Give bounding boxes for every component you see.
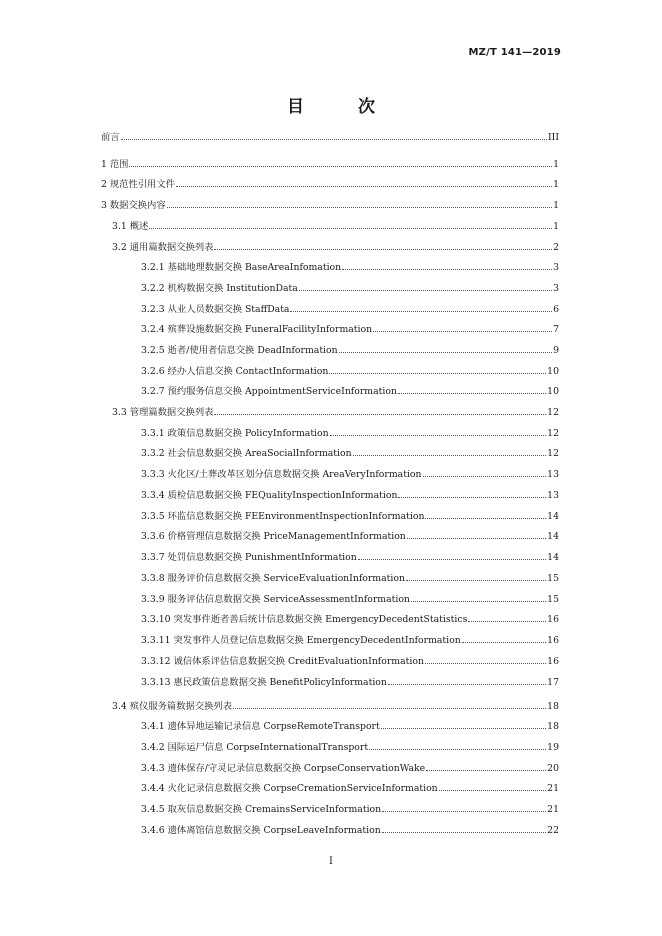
toc-entry[interactable] (112, 240, 559, 254)
toc-entry-page: III (547, 132, 559, 143)
toc-entry[interactable] (141, 802, 559, 816)
toc-entry-page: 12 (547, 407, 559, 418)
toc-entry-page: 15 (547, 594, 559, 605)
toc-entry[interactable] (141, 260, 559, 274)
toc-entry-label: 3.3.3 火化区/土葬改革区划分信息数据交换 AreaVeryInformation (141, 469, 422, 480)
toc-entry-label: 3 数据交换内容 (101, 200, 166, 211)
toc-dot-leader (299, 281, 552, 291)
toc-entry-label: 1 范围 (101, 159, 129, 170)
toc-entry-page: 1 (553, 179, 559, 190)
toc-entry-label: 3.2.2 机构数据交换 InstitutionData (141, 283, 298, 294)
toc-entry-label: 3.3.1 政策信息数据交换 PolicyInformation (141, 428, 329, 439)
toc-dot-leader (439, 781, 546, 791)
toc-entry-label: 3.2.4 殡葬设施数据交换 FuneralFacilityInformation (141, 324, 373, 335)
toc-entry-label: 3.4.1 遗体异地运输记录信息 CorpseRemoteTransport (141, 721, 380, 732)
toc-dot-leader (406, 571, 546, 581)
toc-entry[interactable] (141, 781, 559, 795)
toc-entry[interactable] (141, 633, 559, 647)
toc-dot-leader (369, 740, 546, 750)
toc-entry[interactable] (141, 467, 559, 481)
toc-entry-page: 2 (553, 242, 559, 253)
toc-dot-leader (468, 612, 546, 622)
toc-entry[interactable] (141, 571, 559, 585)
toc-entry-label: 3.2.3 从业人员数据交换 StaffData (141, 304, 290, 315)
toc-dot-leader (339, 343, 552, 353)
toc-entry[interactable] (141, 384, 559, 398)
toc-entry-label: 3.3.11 突发事件人员登记信息数据交换 EmergencyDecedentInformation (141, 635, 461, 646)
toc-entry-label: 2 规范性引用文件 (101, 179, 175, 190)
toc-entry-page: 20 (547, 763, 559, 774)
toc-entry-page: 3 (553, 283, 559, 294)
toc-entry-page: 16 (547, 635, 559, 646)
toc-entry-label: 3.3.12 诚信体系评估信息数据交换 CreditEvaluationInformation (141, 656, 424, 667)
toc-dot-leader (233, 699, 546, 709)
toc-entry[interactable] (101, 198, 559, 212)
toc-entry[interactable] (141, 740, 559, 754)
toc-entry[interactable] (141, 675, 559, 689)
toc-entry-page: 13 (547, 469, 559, 480)
toc-entry-label: 3.3.9 服务评估信息数据交换 ServiceAssessmentInformation (141, 594, 410, 605)
toc-entry-label: 3.2 通用篇数据交换列表 (112, 242, 214, 253)
toc-dot-leader (290, 302, 552, 312)
toc-entry[interactable] (141, 322, 559, 336)
toc-dot-leader (149, 219, 552, 229)
toc-dot-leader (129, 157, 552, 167)
toc-entry[interactable] (101, 177, 559, 191)
toc-entry-page: 9 (553, 345, 559, 356)
toc-dot-leader (423, 467, 547, 477)
toc-dot-leader (382, 802, 546, 812)
toc-dot-leader (176, 177, 552, 187)
toc-entry[interactable] (141, 529, 559, 543)
toc-entry-page: 1 (553, 159, 559, 170)
toc-entry[interactable] (141, 823, 559, 837)
toc-entry-page: 12 (547, 448, 559, 459)
toc-dot-leader (382, 823, 546, 833)
toc-entry[interactable] (141, 488, 559, 502)
toc-entry-label: 3.4.5 取灰信息数据交换 CremainsServiceInformation (141, 804, 382, 815)
toc-entry-page: 10 (547, 386, 559, 397)
toc-entry-page: 14 (547, 511, 559, 522)
toc-entry-label: 3.3.8 服务评价信息数据交换 ServiceEvaluationInformation (141, 573, 405, 584)
toc-dot-leader (330, 426, 547, 436)
toc-entry[interactable] (141, 719, 559, 733)
toc-dot-leader (373, 322, 552, 332)
toc-entry-label: 3.2.6 经办人信息交换 ContactInformation (141, 366, 329, 377)
toc-dot-leader (121, 130, 547, 140)
toc-entry-page: 1 (553, 200, 559, 211)
toc-entry-page: 13 (547, 490, 559, 501)
toc-entry-label: 3.3.13 惠民政策信息数据交换 BenefitPolicyInformation (141, 677, 387, 688)
toc-entry-label: 3.4.3 遗体保存/守灵记录信息数据交换 CorpseConservationWake (141, 763, 426, 774)
toc-dot-leader (462, 633, 546, 643)
toc-entry-label: 3.4.2 国际运尸信息 CorpseInternationalTransport (141, 742, 369, 753)
toc-dot-leader (167, 198, 552, 208)
toc-dot-leader (214, 405, 546, 415)
toc-entry-label: 3.3.10 突发事件逝者善后统计信息数据交换 EmergencyDecedentStatistics (141, 614, 468, 625)
toc-dot-leader (381, 719, 546, 729)
toc-entry-label: 3.1 概述 (112, 221, 149, 232)
toc-dot-leader (353, 446, 547, 456)
toc-entry-label: 3.4.4 火化记录信息数据交换 CorpseCremationServiceInformation (141, 783, 438, 794)
toc-dot-leader (214, 240, 552, 250)
toc-entry-label: 3.3.7 处罚信息数据交换 PunishmentInformation (141, 552, 357, 563)
toc-entry-page: 18 (547, 721, 559, 732)
toc-entry-page: 21 (547, 783, 559, 794)
toc-dot-leader (425, 654, 546, 664)
toc-entry[interactable] (141, 426, 559, 440)
toc-entry-label: 3.2.1 基础地理数据交换 BaseAreaInfomation (141, 262, 342, 273)
toc-entry-page: 3 (553, 262, 559, 273)
toc-entry-page: 14 (547, 552, 559, 563)
toc-dot-leader (407, 529, 546, 539)
toc-entry[interactable] (141, 654, 559, 668)
toc-title: 目 次 (287, 97, 399, 117)
toc-entry-page: 10 (547, 366, 559, 377)
toc-entry-page: 12 (547, 428, 559, 439)
toc-entry-page: 14 (547, 531, 559, 542)
toc-entry[interactable] (141, 592, 559, 606)
toc-entry-page: 15 (547, 573, 559, 584)
footer-page-number: I (329, 856, 333, 867)
toc-entry[interactable] (141, 364, 559, 378)
toc-dot-leader (388, 675, 546, 685)
toc-entry-label: 3.2.7 预约服务信息交换 AppointmentServiceInformation (141, 386, 397, 397)
toc-entry-page: 16 (547, 614, 559, 625)
toc-entry[interactable] (141, 550, 559, 564)
toc-dot-leader (411, 592, 546, 602)
toc-dot-leader (329, 364, 546, 374)
toc-entry[interactable] (101, 157, 559, 171)
toc-entry-page: 22 (547, 825, 559, 836)
toc-entry[interactable] (112, 219, 559, 233)
toc-entry-page: 19 (547, 742, 559, 753)
toc-dot-leader (358, 550, 546, 560)
toc-entry-page: 17 (547, 677, 559, 688)
toc-entry[interactable] (141, 509, 559, 523)
toc-entry-label: 前言 (101, 132, 120, 143)
toc-entry[interactable] (112, 699, 559, 713)
toc-entry-label: 3.3.6 价格管理信息数据交换 PriceManagementInformation (141, 531, 406, 542)
toc-entry[interactable] (141, 761, 559, 775)
toc-entry[interactable] (141, 612, 559, 626)
toc-entry-label: 3.3.5 环监信息数据交换 FEEnvironmentInspectionInformation (141, 511, 425, 522)
toc-entry[interactable] (141, 281, 559, 295)
toc-entry-label: 3.4.6 遗体离馆信息数据交换 CorpseLeaveInformation (141, 825, 381, 836)
standard-code: MZ/T 141—2019 (468, 47, 561, 58)
toc-entry-page: 7 (553, 324, 559, 335)
toc-entry[interactable] (112, 405, 559, 419)
toc-entry-label: 3.2.5 逝者/使用者信息交换 DeadInformation (141, 345, 338, 356)
toc-dot-leader (342, 260, 552, 270)
toc-dot-leader (425, 509, 546, 519)
toc-entry-label: 3.3 管理篇数据交换列表 (112, 407, 214, 418)
toc-entry-page: 6 (553, 304, 559, 315)
toc-entry-page: 18 (547, 701, 559, 712)
toc-entry-label: 3.3.2 社会信息数据交换 AreaSocialInformation (141, 448, 352, 459)
toc-entry[interactable] (141, 343, 559, 357)
toc-entry-page: 1 (553, 221, 559, 232)
toc-entry[interactable] (101, 130, 559, 144)
toc-entry-label: 3.4 殡仪服务篇数据交换列表 (112, 701, 233, 712)
toc-dot-leader (426, 761, 546, 771)
toc-entry[interactable] (141, 302, 559, 316)
toc-entry-label: 3.3.4 质检信息数据交换 FEQualityInspectionInformation (141, 490, 398, 501)
toc-dot-leader (398, 488, 546, 498)
toc-entry-page: 16 (547, 656, 559, 667)
toc-dot-leader (398, 384, 546, 394)
toc-entry-page: 21 (547, 804, 559, 815)
toc-entry[interactable] (141, 446, 559, 460)
